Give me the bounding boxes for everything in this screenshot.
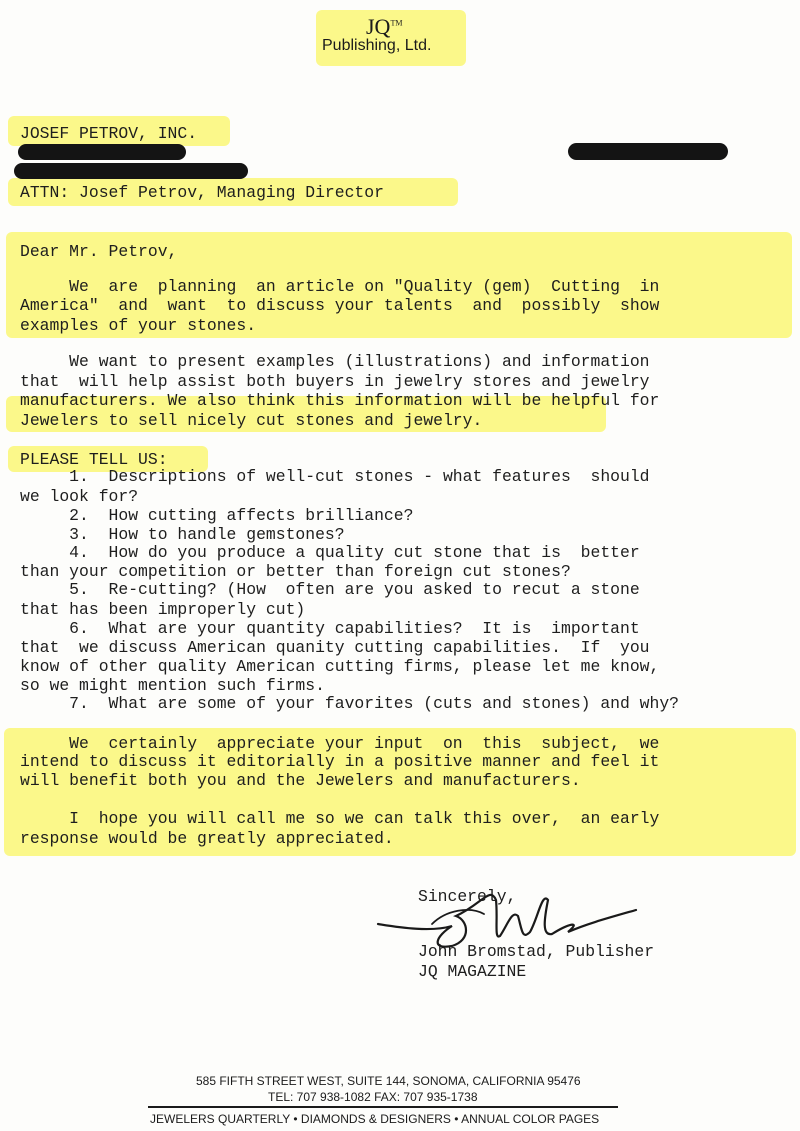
list-line: that has been improperly cut) [20, 600, 306, 619]
attention-line: ATTN: Josef Petrov, Managing Director [20, 183, 384, 202]
para4-line: I hope you will call me so we can talk this over, an early [20, 809, 660, 828]
list-line: that we discuss American quanity cutting capabilities. If you [20, 638, 650, 657]
signer-name: John Bromstad, Publisher [418, 942, 655, 961]
redacted-address-line-1 [18, 144, 186, 160]
closing-sincerely: Sincerely, [418, 887, 517, 906]
para1-line: We are planning an article on "Quality (gem) Cutting in [20, 277, 660, 296]
footer-address: 585 FIFTH STREET WEST, SUITE 144, SONOMA, CALIFORNIA 95476 [196, 1074, 581, 1088]
list-line: 6. What are your quantity capabilities? It is important [20, 619, 640, 638]
para3-line: will benefit both you and the Jewelers and manufacturers. [20, 771, 581, 790]
footer-phone: TEL: 707 938-1082 FAX: 707 935-1738 [268, 1090, 478, 1104]
jq-logo: JQ™ [366, 14, 403, 39]
list-line: know of other quality American cutting firms, please let me know, [20, 657, 660, 676]
list-line: 3. How to handle gemstones? [20, 525, 345, 544]
para2-line: We want to present examples (illustrations) and information [20, 352, 650, 371]
list-line: 4. How do you produce a quality cut stone that is better [20, 543, 640, 562]
para1-line: examples of your stones. [20, 316, 257, 335]
list-line: than your competition or better than foreign cut stones? [20, 562, 571, 581]
list-line: 1. Descriptions of well-cut stones - what features should [20, 467, 650, 486]
footer-divider [148, 1106, 618, 1108]
redacted-address-line-2 [14, 163, 248, 179]
para2-line: Jewelers to sell nicely cut stones and jewelry. [20, 411, 483, 430]
list-line: 5. Re-cutting? (How often are you asked to recut a stone [20, 580, 640, 599]
footer-tagline: JEWELERS QUARTERLY • DIAMONDS & DESIGNERS • ANNUAL COLOR PAGES [150, 1112, 600, 1126]
list-line: 7. What are some of your favorites (cuts and stones) and why? [20, 694, 680, 713]
para3-line: We certainly appreciate your input on this subject, we [20, 734, 660, 753]
list-line: 2. How cutting affects brilliance? [20, 506, 414, 525]
list-line: we look for? [20, 487, 139, 506]
para4-line: response would be greatly appreciated. [20, 829, 394, 848]
para2-line: manufacturers. We also think this information will be helpful for [20, 391, 660, 410]
company-name: Publishing, Ltd. [322, 37, 432, 54]
para2-line: that will help assist both buyers in jewelry stores and jewelry [20, 372, 650, 391]
para3-line: intend to discuss it editorially in a positive manner and feel it [20, 752, 660, 771]
recipient-company: JOSEF PETROV, INC. [20, 124, 198, 143]
trademark-mark: TM [390, 18, 403, 28]
list-line: so we might mention such firms. [20, 676, 325, 695]
salutation: Dear Mr. Petrov, [20, 242, 178, 261]
list-heading: PLEASE TELL US: [20, 450, 168, 469]
redacted-address-right [568, 143, 728, 160]
para1-line: America" and want to discuss your talents and possibly show [20, 296, 660, 315]
signer-publication: JQ MAGAZINE [418, 962, 527, 981]
